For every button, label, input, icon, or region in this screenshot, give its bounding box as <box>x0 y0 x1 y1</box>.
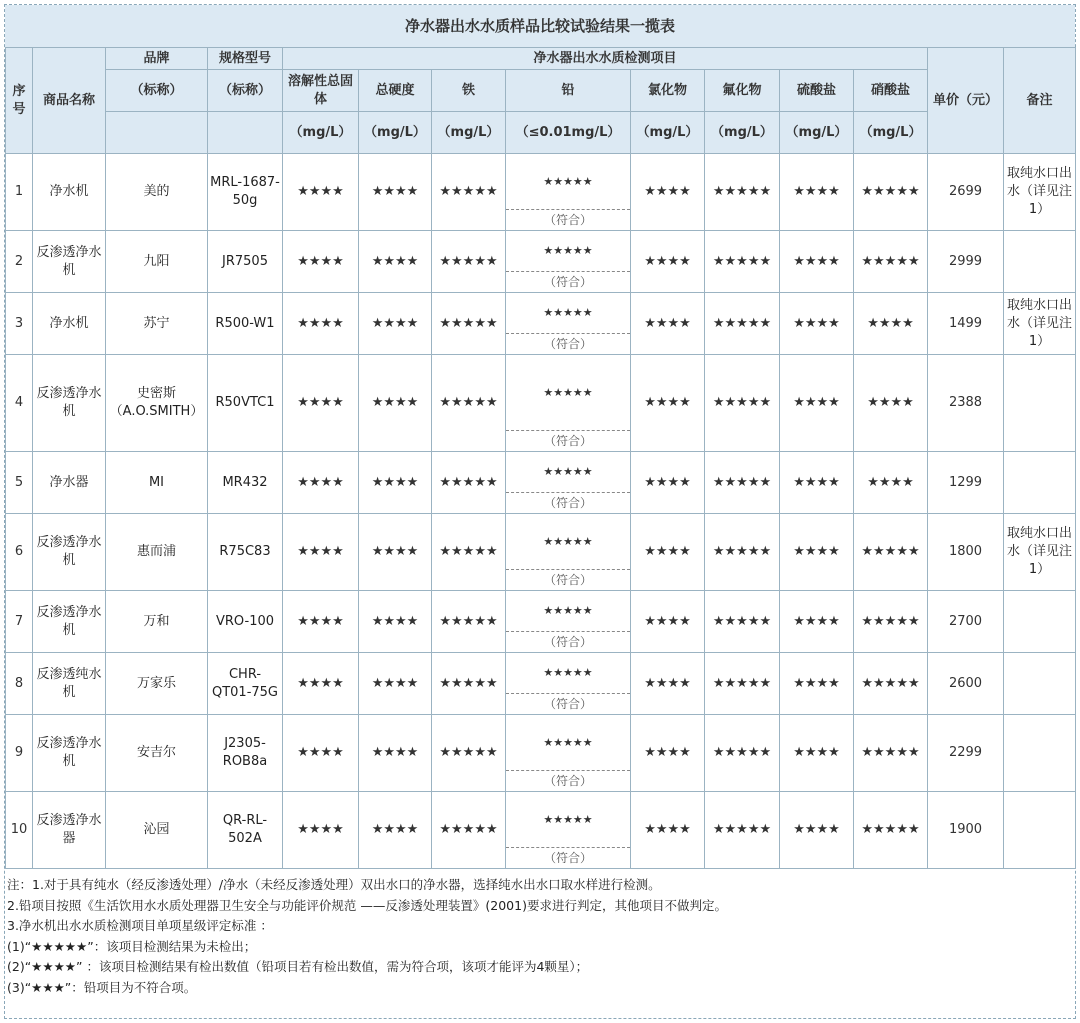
cell-price: 2388 <box>928 355 1004 452</box>
table-row <box>6 792 1076 869</box>
cell-product: 反渗透净水机 <box>33 355 106 452</box>
cell-chloride-rating: ★★★★ <box>631 514 705 591</box>
note-line: (1)“★★★★★”：该项目检测结果为未检出； <box>7 938 257 954</box>
header-item: 氯化物 <box>631 70 705 112</box>
header-price: 单价（元） <box>928 48 1004 154</box>
header-unit: （≤0.01mg/L） <box>506 112 631 154</box>
cell-sulfate-rating: ★★★★ <box>780 452 854 514</box>
cell-nitrate-rating: ★★★★★ <box>854 792 928 869</box>
cell-model: QR-RL-502A <box>208 792 283 869</box>
table-row <box>6 293 1076 355</box>
cell-chloride-rating: ★★★★ <box>631 452 705 514</box>
table-row <box>6 591 1076 653</box>
cell-lead <box>506 355 631 452</box>
cell-hardness-rating: ★★★★ <box>359 293 432 355</box>
cell-sulfate-rating: ★★★★ <box>780 154 854 231</box>
cell-seq: 4 <box>6 355 33 452</box>
cell-price: 2299 <box>928 715 1004 792</box>
cell-chloride-rating: ★★★★ <box>631 591 705 653</box>
cell-tds-rating: ★★★★ <box>283 154 359 231</box>
table-row <box>6 452 1076 514</box>
cell-lead <box>506 792 631 869</box>
cell-sulfate-rating: ★★★★ <box>780 231 854 293</box>
cell-lead-rating: ★★★★★ <box>506 792 630 848</box>
cell-remark: 取纯水口出水（详见注1） <box>1004 154 1076 231</box>
cell-lead-verdict: （符合） <box>543 851 592 865</box>
cell-tds-rating: ★★★★ <box>283 514 359 591</box>
cell-remark: 取纯水口出水（详见注1） <box>1004 293 1076 355</box>
header-model-sub: （标称） <box>208 70 283 112</box>
cell-lead-verdict: （符合） <box>543 697 592 711</box>
cell-hardness-rating: ★★★★ <box>359 715 432 792</box>
header-unit: （mg/L） <box>432 112 506 154</box>
cell-hardness-rating: ★★★★ <box>359 452 432 514</box>
header-product: 商品名称 <box>33 48 106 154</box>
cell-model: R50VTC1 <box>208 355 283 452</box>
header-item: 溶解性总固体 <box>283 70 359 112</box>
cell-chloride-rating: ★★★★ <box>631 154 705 231</box>
cell-iron-rating: ★★★★★ <box>432 715 506 792</box>
cell-hardness-rating: ★★★★ <box>359 653 432 715</box>
cell-seq: 1 <box>6 154 33 231</box>
cell-iron-rating: ★★★★★ <box>432 154 506 231</box>
cell-seq: 2 <box>6 231 33 293</box>
cell-product: 反渗透净水机 <box>33 231 106 293</box>
header-unit: （mg/L） <box>780 112 854 154</box>
cell-product: 净水机 <box>33 293 106 355</box>
cell-remark: 取纯水口出水（详见注1） <box>1004 514 1076 591</box>
notes-section <box>7 875 1073 998</box>
cell-chloride-rating: ★★★★ <box>631 653 705 715</box>
results-sheet <box>4 4 1076 1019</box>
header-unit: （mg/L） <box>705 112 780 154</box>
cell-nitrate-rating: ★★★★ <box>854 452 928 514</box>
cell-fluoride-rating: ★★★★★ <box>705 653 780 715</box>
cell-brand: 美的 <box>106 154 208 231</box>
cell-fluoride-rating: ★★★★★ <box>705 355 780 452</box>
cell-chloride-rating: ★★★★ <box>631 293 705 355</box>
cell-remark <box>1004 231 1076 293</box>
cell-sulfate-rating: ★★★★ <box>780 355 854 452</box>
cell-hardness-rating: ★★★★ <box>359 154 432 231</box>
cell-hardness-rating: ★★★★ <box>359 514 432 591</box>
cell-lead-rating: ★★★★★ <box>506 452 630 493</box>
cell-model: JR7505 <box>208 231 283 293</box>
cell-tds-rating: ★★★★ <box>283 355 359 452</box>
cell-lead-rating: ★★★★★ <box>506 293 630 334</box>
header-model-blank <box>208 112 283 154</box>
cell-chloride-rating: ★★★★ <box>631 792 705 869</box>
cell-sulfate-rating: ★★★★ <box>780 715 854 792</box>
table-row <box>6 154 1076 231</box>
cell-price: 2600 <box>928 653 1004 715</box>
cell-hardness-rating: ★★★★ <box>359 792 432 869</box>
cell-product: 反渗透净水机 <box>33 715 106 792</box>
cell-remark <box>1004 715 1076 792</box>
results-table <box>5 47 1076 869</box>
cell-price: 1299 <box>928 452 1004 514</box>
cell-iron-rating: ★★★★★ <box>432 452 506 514</box>
cell-hardness-rating: ★★★★ <box>359 591 432 653</box>
cell-brand: 万家乐 <box>106 653 208 715</box>
cell-nitrate-rating: ★★★★ <box>854 355 928 452</box>
cell-lead-verdict: （符合） <box>543 573 592 587</box>
cell-lead <box>506 154 631 231</box>
cell-brand: 惠而浦 <box>106 514 208 591</box>
cell-remark <box>1004 452 1076 514</box>
header-brand-blank <box>106 112 208 154</box>
cell-product: 反渗透纯水机 <box>33 653 106 715</box>
cell-model: J2305-ROB8a <box>208 715 283 792</box>
cell-seq: 9 <box>6 715 33 792</box>
cell-fluoride-rating: ★★★★★ <box>705 715 780 792</box>
header-remark: 备注 <box>1004 48 1076 154</box>
cell-lead-rating: ★★★★★ <box>506 591 630 632</box>
cell-lead <box>506 452 631 514</box>
cell-model: MRL-1687-50g <box>208 154 283 231</box>
cell-seq: 6 <box>6 514 33 591</box>
cell-lead-verdict: （符合） <box>543 213 592 227</box>
cell-sulfate-rating: ★★★★ <box>780 293 854 355</box>
header-item: 总硬度 <box>359 70 432 112</box>
cell-seq: 3 <box>6 293 33 355</box>
cell-nitrate-rating: ★★★★★ <box>854 231 928 293</box>
cell-seq: 7 <box>6 591 33 653</box>
header-unit: （mg/L） <box>283 112 359 154</box>
header-unit: （mg/L） <box>854 112 928 154</box>
cell-nitrate-rating: ★★★★★ <box>854 514 928 591</box>
cell-tds-rating: ★★★★ <box>283 792 359 869</box>
cell-tds-rating: ★★★★ <box>283 293 359 355</box>
cell-fluoride-rating: ★★★★★ <box>705 792 780 869</box>
cell-lead <box>506 715 631 792</box>
cell-lead <box>506 293 631 355</box>
cell-seq: 5 <box>6 452 33 514</box>
cell-price: 1800 <box>928 514 1004 591</box>
cell-iron-rating: ★★★★★ <box>432 591 506 653</box>
cell-fluoride-rating: ★★★★★ <box>705 231 780 293</box>
cell-lead <box>506 514 631 591</box>
cell-lead-verdict: （符合） <box>543 774 592 788</box>
table-row <box>6 355 1076 452</box>
cell-price: 2999 <box>928 231 1004 293</box>
cell-chloride-rating: ★★★★ <box>631 231 705 293</box>
cell-lead-verdict: （符合） <box>543 496 592 510</box>
cell-sulfate-rating: ★★★★ <box>780 653 854 715</box>
cell-price: 1499 <box>928 293 1004 355</box>
cell-nitrate-rating: ★★★★★ <box>854 154 928 231</box>
cell-iron-rating: ★★★★★ <box>432 653 506 715</box>
cell-brand: 万和 <box>106 591 208 653</box>
cell-nitrate-rating: ★★★★ <box>854 293 928 355</box>
cell-lead-rating: ★★★★★ <box>506 355 630 431</box>
cell-lead <box>506 653 631 715</box>
cell-lead-verdict: （符合） <box>543 434 592 448</box>
cell-remark <box>1004 653 1076 715</box>
cell-model: VRO-100 <box>208 591 283 653</box>
cell-iron-rating: ★★★★★ <box>432 514 506 591</box>
cell-fluoride-rating: ★★★★★ <box>705 514 780 591</box>
cell-lead-rating: ★★★★★ <box>506 653 630 694</box>
cell-nitrate-rating: ★★★★★ <box>854 591 928 653</box>
cell-lead-rating: ★★★★★ <box>506 514 630 570</box>
cell-lead-rating: ★★★★★ <box>506 715 630 771</box>
cell-lead <box>506 591 631 653</box>
cell-fluoride-rating: ★★★★★ <box>705 293 780 355</box>
header-item: 铅 <box>506 70 631 112</box>
cell-product: 反渗透净水机 <box>33 591 106 653</box>
cell-sulfate-rating: ★★★★ <box>780 514 854 591</box>
header-item: 硝酸盐 <box>854 70 928 112</box>
cell-iron-rating: ★★★★★ <box>432 792 506 869</box>
header-seq: 序号 <box>6 48 33 154</box>
cell-chloride-rating: ★★★★ <box>631 715 705 792</box>
cell-model: R500-W1 <box>208 293 283 355</box>
cell-iron-rating: ★★★★★ <box>432 231 506 293</box>
cell-tds-rating: ★★★★ <box>283 591 359 653</box>
cell-brand: 史密斯（A.O.SMITH） <box>106 355 208 452</box>
cell-lead-verdict: （符合） <box>543 635 592 649</box>
cell-hardness-rating: ★★★★ <box>359 355 432 452</box>
note-line: 3.净水机出水水质检测项目单项星级评定标准 ： <box>7 918 273 933</box>
cell-chloride-rating: ★★★★ <box>631 355 705 452</box>
cell-price: 1900 <box>928 792 1004 869</box>
header-brand-sub: （标称） <box>106 70 208 112</box>
cell-iron-rating: ★★★★★ <box>432 293 506 355</box>
cell-model: R75C83 <box>208 514 283 591</box>
cell-price: 2699 <box>928 154 1004 231</box>
table-row <box>6 231 1076 293</box>
table-row <box>6 514 1076 591</box>
table-row <box>6 653 1076 715</box>
cell-nitrate-rating: ★★★★★ <box>854 715 928 792</box>
cell-brand: 苏宁 <box>106 293 208 355</box>
note-line: (3)“★★★”：铅项目为不符合项。 <box>7 979 197 995</box>
cell-model: MR432 <box>208 452 283 514</box>
cell-tds-rating: ★★★★ <box>283 231 359 293</box>
header-item: 铁 <box>432 70 506 112</box>
cell-seq: 8 <box>6 653 33 715</box>
cell-price: 2700 <box>928 591 1004 653</box>
header-unit: （mg/L） <box>359 112 432 154</box>
cell-remark <box>1004 792 1076 869</box>
header-item: 硫酸盐 <box>780 70 854 112</box>
table-row <box>6 715 1076 792</box>
header-item: 氟化物 <box>705 70 780 112</box>
header-brand: 品牌 <box>106 48 208 70</box>
cell-fluoride-rating: ★★★★★ <box>705 452 780 514</box>
table-title: 净水器出水水质样品比较试验结果一揽表 <box>5 5 1075 48</box>
cell-lead-verdict: （符合） <box>543 337 592 351</box>
cell-fluoride-rating: ★★★★★ <box>705 591 780 653</box>
cell-fluoride-rating: ★★★★★ <box>705 154 780 231</box>
cell-sulfate-rating: ★★★★ <box>780 591 854 653</box>
header-model: 规格型号 <box>208 48 283 70</box>
cell-lead-verdict: （符合） <box>543 275 592 289</box>
cell-seq: 10 <box>6 792 33 869</box>
cell-lead-rating: ★★★★★ <box>506 154 630 210</box>
cell-product: 净水器 <box>33 452 106 514</box>
cell-tds-rating: ★★★★ <box>283 653 359 715</box>
cell-remark <box>1004 355 1076 452</box>
note-line: 注：1.对于具有纯水（经反渗透处理）/净水（未经反渗透处理）双出水口的净水器，选择纯水出水口取水样进行检测。 <box>7 877 661 892</box>
cell-product: 反渗透净水器 <box>33 792 106 869</box>
cell-product: 反渗透净水机 <box>33 514 106 591</box>
cell-tds-rating: ★★★★ <box>283 715 359 792</box>
cell-iron-rating: ★★★★★ <box>432 355 506 452</box>
cell-hardness-rating: ★★★★ <box>359 231 432 293</box>
cell-sulfate-rating: ★★★★ <box>780 792 854 869</box>
header-unit: （mg/L） <box>631 112 705 154</box>
note-line: 2.铅项目按照《生活饮用水水质处理器卫生安全与功能评价规范 ——反渗透处理装置》(2001)要求进行判定，其他项目不做判定。 <box>7 897 727 913</box>
cell-lead <box>506 231 631 293</box>
cell-model: CHR-QT01-75G <box>208 653 283 715</box>
cell-nitrate-rating: ★★★★★ <box>854 653 928 715</box>
cell-product: 净水机 <box>33 154 106 231</box>
cell-tds-rating: ★★★★ <box>283 452 359 514</box>
cell-lead-rating: ★★★★★ <box>506 231 630 272</box>
note-line: (2)“★★★★” ：该项目检测结果有检出数值（铅项目若有检出数值，需为符合项，该项才能评为4颗星）； <box>7 959 589 974</box>
cell-brand: MI <box>106 452 208 514</box>
cell-remark <box>1004 591 1076 653</box>
cell-brand: 九阳 <box>106 231 208 293</box>
header-test-group: 净水器出水水质检测项目 <box>283 48 928 70</box>
cell-brand: 沁园 <box>106 792 208 869</box>
cell-brand: 安吉尔 <box>106 715 208 792</box>
